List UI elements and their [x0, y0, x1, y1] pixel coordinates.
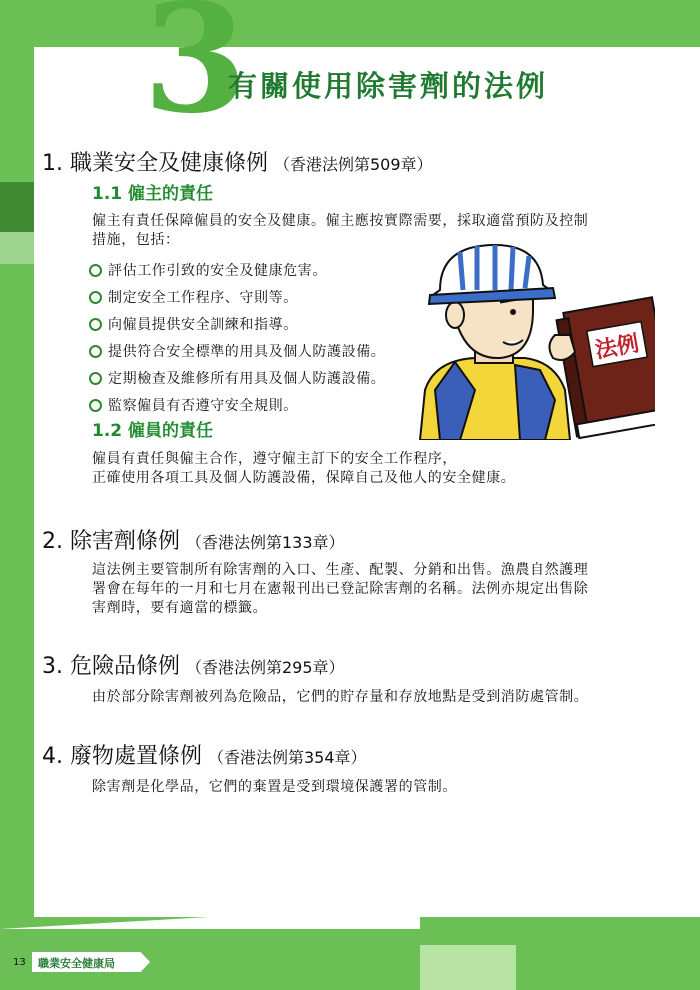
footer-brand: 職業安全健康局	[38, 957, 115, 970]
list-item: 制定安全工作程序、守則等。	[89, 289, 385, 316]
chapter-title: 有關使用除害劑的法例	[228, 69, 549, 103]
employee-text-line-2: 正確使用各項工具及個人防護設備，保障自己及他人的安全健康。	[92, 470, 516, 486]
section-2-title: 2. 除害劑條例	[42, 529, 180, 554]
pesticides-text-line-2: 署會在每年的一月和七月在憲報刊出已登記除害劑的名稱。法例亦規定出售除	[92, 581, 589, 597]
bottom-light-block	[420, 945, 516, 990]
side-tab-dark	[0, 182, 34, 232]
list-item: 向僱員提供安全訓練和指導。	[89, 316, 385, 343]
section-1-title: 1. 職業安全及健康條例	[42, 151, 268, 176]
pesticides-text-line-3: 害劑時，要有適當的標籤。	[92, 600, 268, 616]
pesticides-text	[92, 561, 682, 618]
circle-bullet-icon	[89, 264, 102, 277]
employee-heading: 1.2 僱員的責任	[92, 421, 214, 441]
section-3-ref: （香港法例第295章）	[185, 658, 345, 677]
section-4-title: 4. 廢物處置條例	[42, 744, 202, 769]
section-1-heading	[42, 153, 433, 175]
employee-text	[92, 450, 672, 488]
circle-bullet-icon	[89, 345, 102, 358]
section-4-ref: （香港法例第354章）	[207, 748, 367, 767]
list-item: 定期檢查及維修所有用具及個人防護設備。	[89, 370, 385, 397]
employer-intro-line-2: 措施，包括：	[92, 232, 180, 248]
section-4-heading	[42, 746, 367, 768]
section-3-heading	[42, 656, 345, 678]
chapter-number: 3	[143, 0, 248, 147]
circle-bullet-icon	[89, 399, 102, 412]
waste-text: 除害劑是化學品，它們的棄置是受到環境保護署的管制。	[92, 779, 457, 795]
circle-bullet-icon	[89, 291, 102, 304]
employer-heading: 1.1 僱主的責任	[92, 184, 214, 204]
employee-text-line-1: 僱員有責任與僱主合作，遵守僱主訂下的安全工作程序，	[92, 451, 457, 467]
page-number: 13	[13, 957, 26, 968]
list-item: 提供符合安全標準的用具及個人防護設備。	[89, 343, 385, 370]
section-2-heading	[42, 531, 345, 553]
employer-bullet-list	[89, 262, 385, 424]
list-item: 評估工作引致的安全及健康危害。	[89, 262, 385, 289]
worker-with-law-book-illustration	[415, 240, 655, 440]
list-item: 監察僱員有否遵守安全規則。	[89, 397, 385, 424]
section-2-ref: （香港法例第133章）	[185, 533, 345, 552]
section-1-ref: （香港法例第509章）	[273, 155, 433, 174]
book-label: 法例	[593, 331, 642, 364]
employer-intro-line-1: 僱主有責任保障僱員的安全及健康。僱主應按實際需要，採取適當預防及控制	[92, 213, 589, 229]
section-3-title: 3. 危險品條例	[42, 654, 180, 679]
circle-bullet-icon	[89, 318, 102, 331]
side-tab-light	[0, 232, 34, 264]
dangerous-goods-text: 由於部分除害劑被列為危險品，它們的貯存量和存放地點是受到消防處管制。	[92, 689, 589, 705]
pesticides-text-line-1: 這法例主要管制所有除害劑的入口、生產、配製、分銷和出售。漁農自然護理	[92, 562, 589, 578]
circle-bullet-icon	[89, 372, 102, 385]
